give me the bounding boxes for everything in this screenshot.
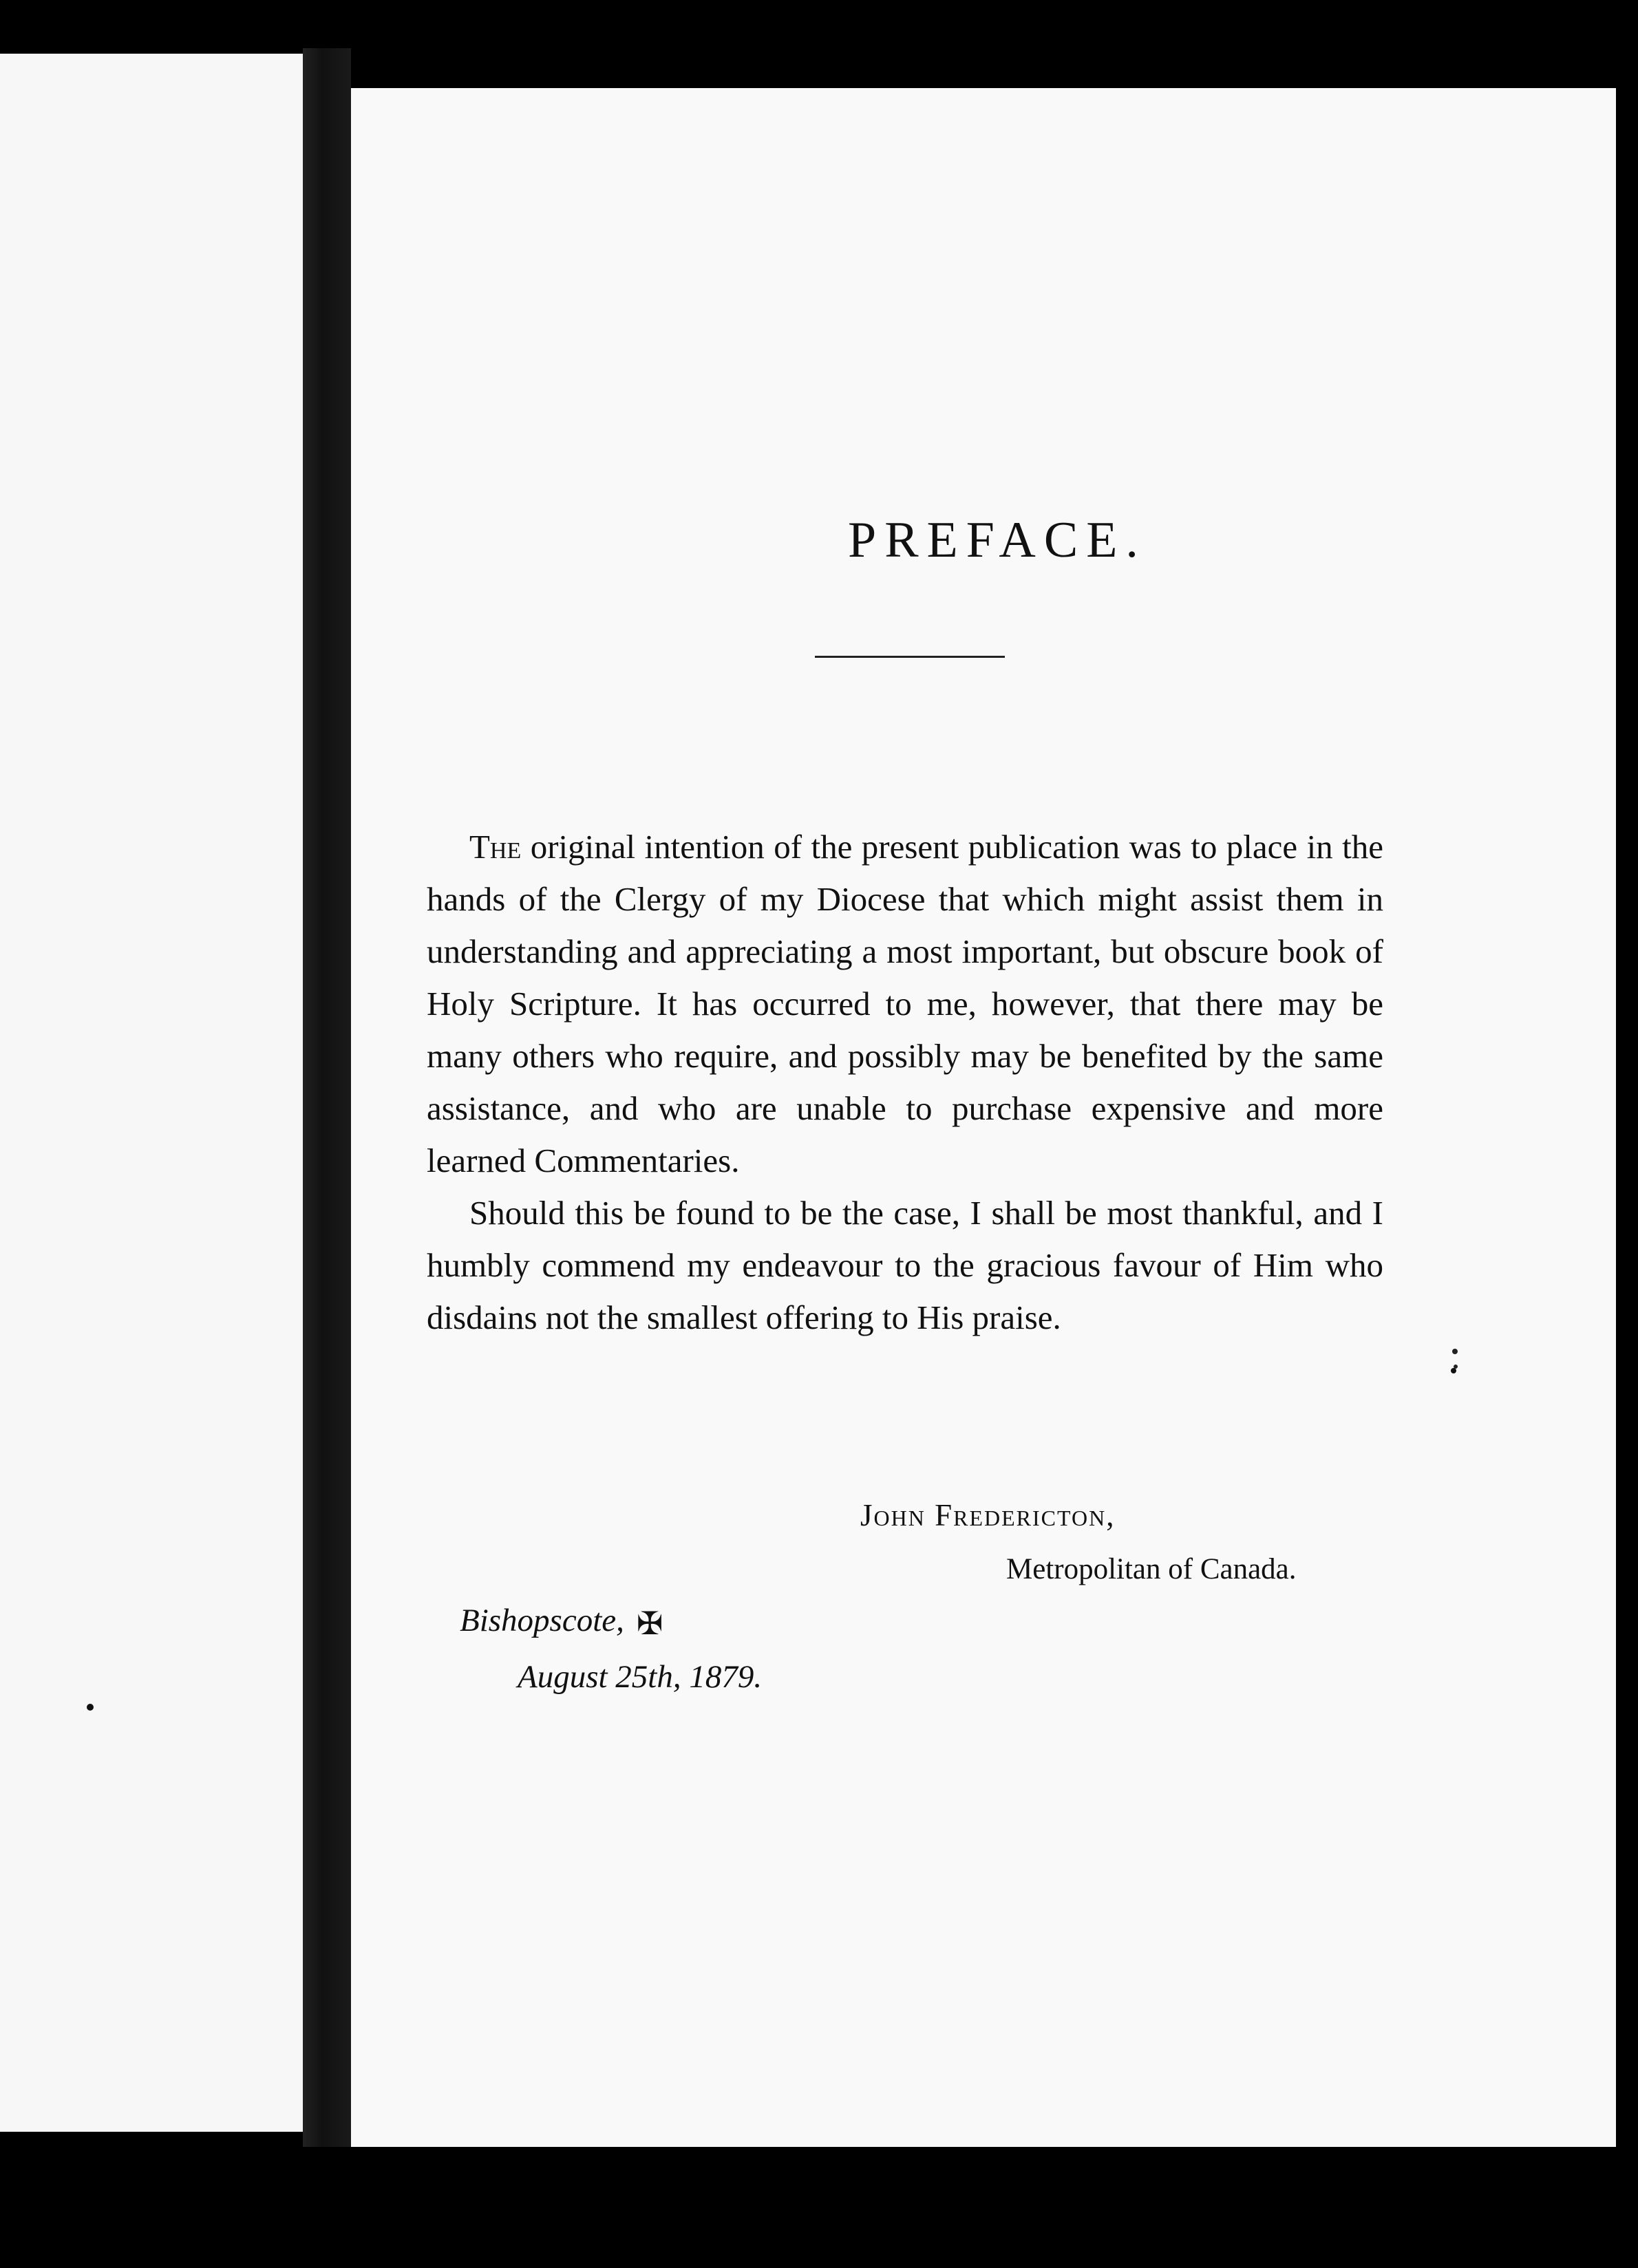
ink-speck xyxy=(1452,1349,1458,1354)
paragraph-1-lead-word: The xyxy=(469,828,522,866)
place-line xyxy=(460,1602,663,1642)
signature-role: Metropolitan of Canada. xyxy=(1006,1553,1297,1585)
signature-name: John Fredericton, xyxy=(860,1498,1116,1532)
paragraph-2: Should this be found to be the case, I shall be most thankful, and I humbly commend my endeavour to the gracious favour of Him who disdains not the smallest offering to His praise. xyxy=(427,1194,1383,1336)
cross-pattee-icon: ✠ xyxy=(636,1606,663,1642)
title-rule xyxy=(815,656,1005,658)
left-page-edge xyxy=(0,54,303,2132)
ink-speck xyxy=(1451,1368,1456,1373)
preface-body xyxy=(427,821,1383,1344)
paragraph-1-text: original intention of the present publication was to place in the hands of the Clergy of my Diocese that which might assist them in understanding and appreciating a most important, but obscure book of Holy Scripture. It has occurred to me, however, that there may be many others who require, and possibly may be benefited by the same assistance, and who are unable to purchase expensive and more learned Commentaries. xyxy=(427,828,1383,1179)
preface-page xyxy=(351,88,1616,2147)
paragraph-1 xyxy=(427,821,1383,1187)
book-spine-shadow xyxy=(303,48,351,2147)
date-line: August 25th, 1879. xyxy=(518,1659,763,1695)
ink-speck xyxy=(87,1704,94,1711)
page-title: PREFACE. xyxy=(848,512,1147,568)
place-name: Bishopscote, xyxy=(460,1603,624,1638)
